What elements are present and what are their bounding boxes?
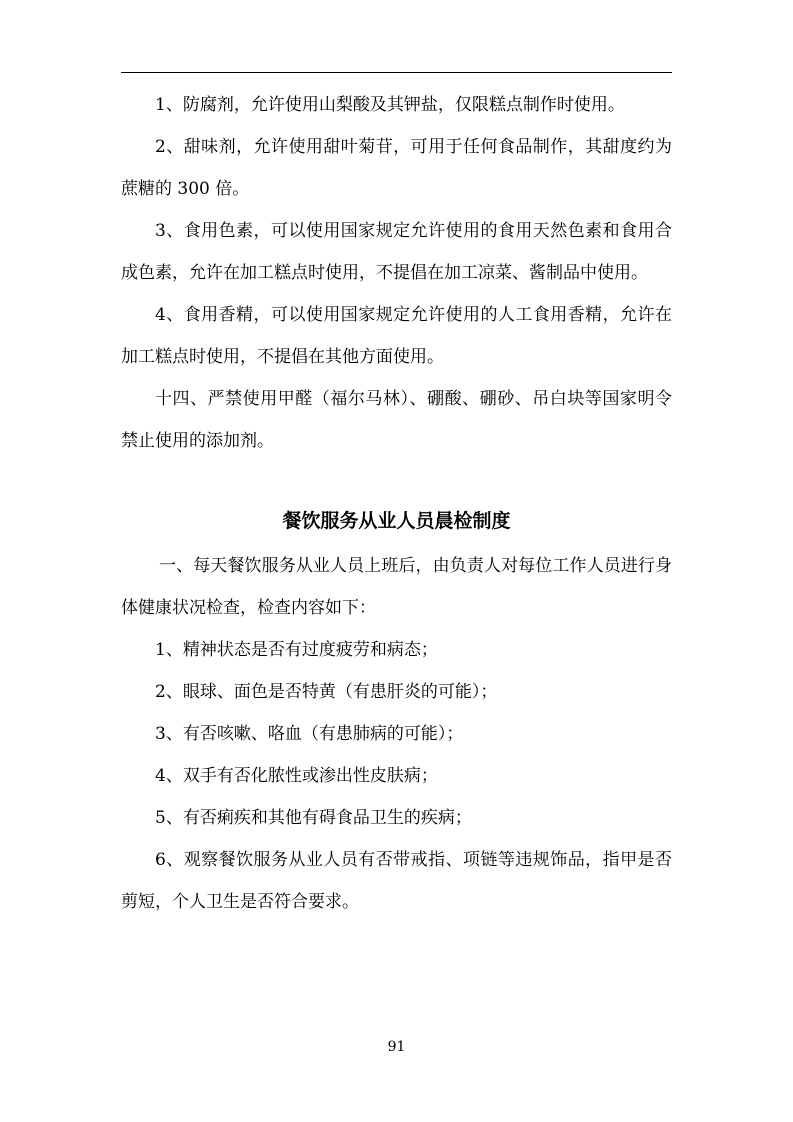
paragraph: 3、食用色素，可以使用国家规定允许使用的食用天然色素和食用合成色素，允许在加工糕点时使用，不提倡在加工凉菜、酱制品中使用。 xyxy=(121,221,672,283)
paragraph: 十四、严禁使用甲醛（福尔马林）、硼酸、硼砂、吊白块等国家明令禁止使用的添加剂。 xyxy=(121,389,672,451)
paragraph: 一、每天餐饮服务从业人员上班后，由负责人对每位工作人员进行身体健康状况检查，检查内容如下： xyxy=(121,556,672,618)
section-title: 餐饮服务从业人员晨检制度 xyxy=(282,510,511,532)
paragraph: 1、防腐剂，允许使用山梨酸及其钾盐，仅限糕点制作时使用。 xyxy=(155,95,625,115)
paragraph: 2、甜味剂，允许使用甜叶菊苷，可用于任何食品制作，其甜度约为蔗糖的 300 倍。 xyxy=(121,137,672,199)
list-item: 1、精神状态是否有过度疲劳和病态； xyxy=(155,640,438,660)
paragraph: 4、食用香精，可以使用国家规定允许使用的人工食用香精，允许在加工糕点时使用，不提倡在其他方面使用。 xyxy=(121,305,672,367)
list-item: 5、有否痢疾和其他有碍食品卫生的疾病； xyxy=(155,808,472,828)
page-content xyxy=(121,84,672,923)
list-item: 3、有否咳嗽、咯血（有患肺病的可能）； xyxy=(155,724,464,744)
header-rule xyxy=(121,72,672,73)
list-item: 4、双手有否化脓性或渗出性皮肤病； xyxy=(155,766,438,786)
list-item: 2、眼球、面色是否特黄（有患肝炎的可能）； xyxy=(155,682,498,702)
page-number: 91 xyxy=(387,1039,406,1055)
list-item: 6、观察餐饮服务从业人员有否带戒指、项链等违规饰品，指甲是否剪短，个人卫生是否符合要求。 xyxy=(121,850,672,912)
